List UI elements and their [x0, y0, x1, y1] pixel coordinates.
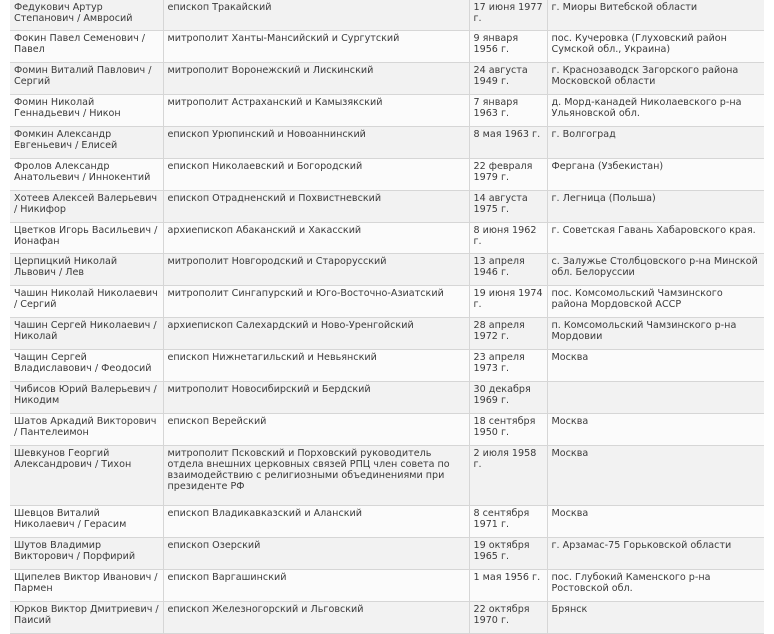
- title-cell: митрополит Новгородский и Старорусский: [163, 254, 469, 286]
- title-cell: епископ Николаевский и Богородский: [163, 159, 469, 191]
- title-cell: епископ Урюпинский и Новоаннинский: [163, 127, 469, 159]
- title-cell: епископ Верейский: [163, 414, 469, 446]
- table-row: [10, 31, 764, 63]
- birth-date-cell: 8 мая 1963 г.: [469, 127, 547, 159]
- birth-place-cell: д. Морд-канадей Николаевского р-на Ульяновской обл.: [547, 95, 764, 127]
- birth-date-cell: 7 января 1963 г.: [469, 95, 547, 127]
- name-cell: Церпицкий Николай Львович / Лев: [10, 254, 163, 286]
- table-row: [10, 63, 764, 95]
- name-cell: Фомин Виталий Павлович / Сергий: [10, 63, 163, 95]
- birth-place-cell: с. Залужье Столбцовского р-на Минской обл. Белоруссии: [547, 254, 764, 286]
- title-cell: епископ Отрадненский и Похвистневский: [163, 191, 469, 223]
- birth-place-cell: г. Арзамас-75 Горьковской области: [547, 538, 764, 570]
- title-cell: митрополит Ханты-Мансийский и Сургутский: [163, 31, 469, 63]
- name-cell: Фокин Павел Семенович / Павел: [10, 31, 163, 63]
- birth-date-cell: 8 сентября 1971 г.: [469, 506, 547, 538]
- birth-date-cell: 22 февраля 1979 г.: [469, 159, 547, 191]
- table-row: [10, 446, 764, 506]
- name-cell: Чашин Сергей Николаевич / Николай: [10, 318, 163, 350]
- name-cell: Шевцов Виталий Николаевич / Герасим: [10, 506, 163, 538]
- title-cell: епископ Озерский: [163, 538, 469, 570]
- name-cell: Юрков Виктор Дмитриевич / Паисий: [10, 602, 163, 634]
- table-row: [10, 602, 764, 634]
- table-row: [10, 286, 764, 318]
- table-row: [10, 0, 764, 31]
- birth-place-cell: Брянск: [547, 602, 764, 634]
- birth-place-cell: г. Советская Гавань Хабаровского края.: [547, 223, 764, 254]
- birth-date-cell: 30 декабря 1969 г.: [469, 382, 547, 414]
- table-row: [10, 570, 764, 602]
- birth-place-cell: пос. Кучеровка (Глуховский район Сумской обл., Украина): [547, 31, 764, 63]
- title-cell: архиепископ Салехардский и Ново-Уренгойский: [163, 318, 469, 350]
- table-row: [10, 159, 764, 191]
- title-cell: епископ Владикавказский и Аланский: [163, 506, 469, 538]
- name-cell: Фомин Николай Геннадьевич / Никон: [10, 95, 163, 127]
- title-cell: митрополит Сингапурский и Юго-Восточно-Азиатский: [163, 286, 469, 318]
- birth-place-cell: [547, 382, 764, 414]
- birth-place-cell: Москва: [547, 414, 764, 446]
- birth-date-cell: 28 апреля 1972 г.: [469, 318, 547, 350]
- table-row: [10, 191, 764, 223]
- table-row: [10, 538, 764, 570]
- birth-date-cell: 14 августа 1975 г.: [469, 191, 547, 223]
- name-cell: Федукович Артур Степанович / Амвросий: [10, 0, 163, 31]
- table-row: [10, 127, 764, 159]
- name-cell: Чащин Сергей Владиславович / Феодосий: [10, 350, 163, 382]
- birth-date-cell: 2 июля 1958 г.: [469, 446, 547, 506]
- birth-place-cell: пос. Глубокий Каменского р-на Ростовской обл.: [547, 570, 764, 602]
- birth-place-cell: г. Волгоград: [547, 127, 764, 159]
- name-cell: Шевкунов Георгий Александрович / Тихон: [10, 446, 163, 506]
- name-cell: Шутов Владимир Викторович / Порфирий: [10, 538, 163, 570]
- birth-place-cell: пос. Комсомольский Чамзинского района Мордовской АССР: [547, 286, 764, 318]
- birth-place-cell: г. Миоры Витебской области: [547, 0, 764, 31]
- birth-place-cell: г. Краснозаводск Загорского района Московской области: [547, 63, 764, 95]
- birth-date-cell: 8 июня 1962 г.: [469, 223, 547, 254]
- birth-date-cell: 17 июня 1977 г.: [469, 0, 547, 31]
- table-row: [10, 414, 764, 446]
- table-row: [10, 95, 764, 127]
- birth-date-cell: 1 мая 1956 г.: [469, 570, 547, 602]
- table-row: [10, 254, 764, 286]
- birth-place-cell: Москва: [547, 446, 764, 506]
- title-cell: архиепископ Абаканский и Хакасский: [163, 223, 469, 254]
- name-cell: Цветков Игорь Васильевич / Ионафан: [10, 223, 163, 254]
- name-cell: Фомкин Александр Евгеньевич / Елисей: [10, 127, 163, 159]
- birth-date-cell: 22 октября 1970 г.: [469, 602, 547, 634]
- birth-date-cell: 9 января 1956 г.: [469, 31, 547, 63]
- table-row: [10, 223, 764, 254]
- title-cell: митрополит Воронежский и Лискинский: [163, 63, 469, 95]
- birth-date-cell: 19 октября 1965 г.: [469, 538, 547, 570]
- title-cell: митрополит Новосибирский и Бердский: [163, 382, 469, 414]
- birth-place-cell: г. Легница (Польша): [547, 191, 764, 223]
- bishops-table: [10, 0, 764, 634]
- birth-place-cell: Фергана (Узбекистан): [547, 159, 764, 191]
- birth-place-cell: Москва: [547, 350, 764, 382]
- birth-date-cell: 23 апреля 1973 г.: [469, 350, 547, 382]
- table-row: [10, 382, 764, 414]
- birth-date-cell: 24 августа 1949 г.: [469, 63, 547, 95]
- birth-place-cell: п. Комсомольский Чамзинского р-на Мордовии: [547, 318, 764, 350]
- name-cell: Шатов Аркадий Викторович / Пантелеимон: [10, 414, 163, 446]
- title-cell: митрополит Астраханский и Камызякский: [163, 95, 469, 127]
- title-cell: епископ Железногорский и Льговский: [163, 602, 469, 634]
- name-cell: Щипелев Виктор Иванович / Пармен: [10, 570, 163, 602]
- birth-date-cell: 19 июня 1974 г.: [469, 286, 547, 318]
- title-cell: епископ Варгашинский: [163, 570, 469, 602]
- table-row: [10, 350, 764, 382]
- name-cell: Фролов Александр Анатольевич / Иннокентий: [10, 159, 163, 191]
- birth-date-cell: 13 апреля 1946 г.: [469, 254, 547, 286]
- name-cell: Чашин Николай Николаевич / Сергий: [10, 286, 163, 318]
- title-cell: митрополит Псковский и Порховский руководитель отдела внешних церковных связей РПЦ член совета по взаимодействию с религиозными объединениями при президенте РФ: [163, 446, 469, 506]
- table-row: [10, 318, 764, 350]
- name-cell: Хотеев Алексей Валерьевич / Никифор: [10, 191, 163, 223]
- table-row: [10, 506, 764, 538]
- title-cell: епископ Нижнетагильский и Невьянский: [163, 350, 469, 382]
- title-cell: епископ Тракайский: [163, 0, 469, 31]
- birth-date-cell: 18 сентября 1950 г.: [469, 414, 547, 446]
- birth-place-cell: Москва: [547, 506, 764, 538]
- name-cell: Чибисов Юрий Валерьевич / Никодим: [10, 382, 163, 414]
